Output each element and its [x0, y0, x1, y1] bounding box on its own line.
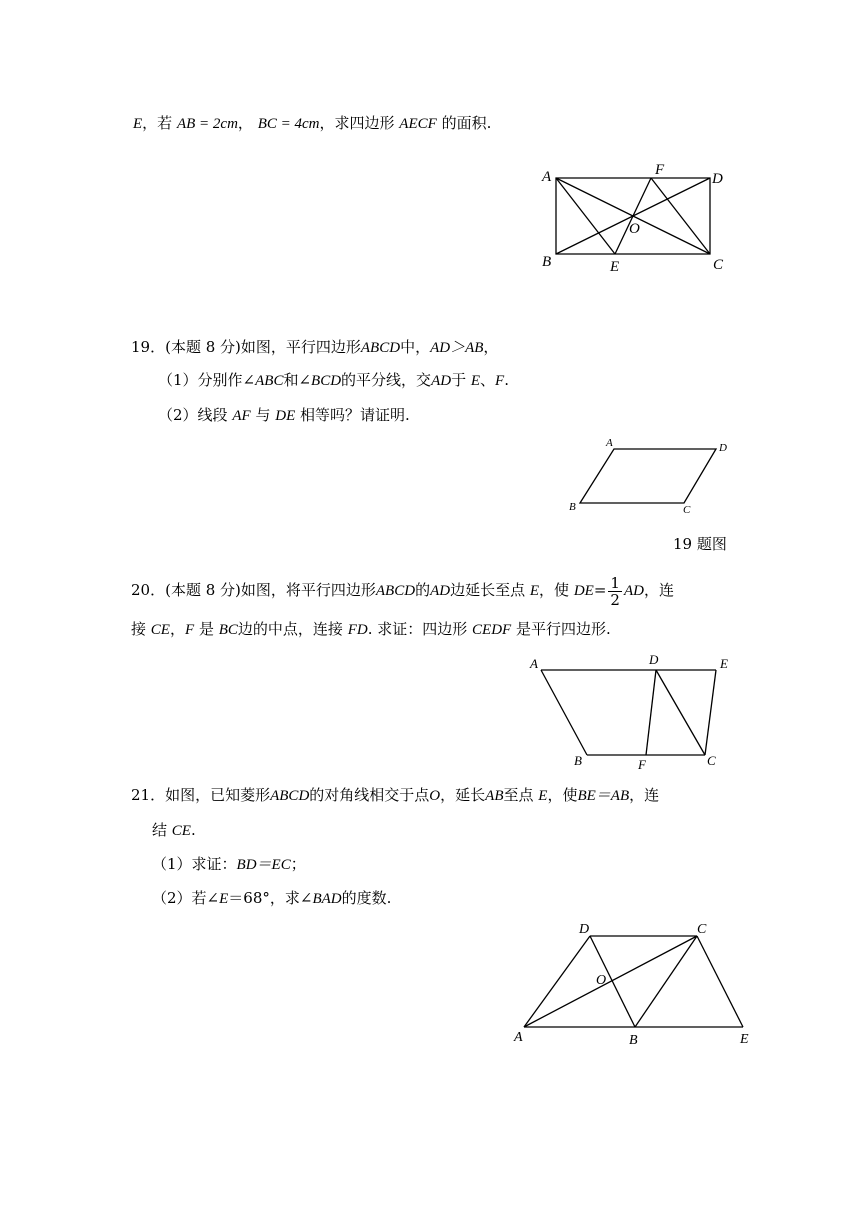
- fig21-label-d: D: [579, 922, 590, 937]
- q19-p2-text-b: 与: [255, 406, 271, 424]
- q20-l2-a: 接: [131, 620, 147, 638]
- q21-abcd: ABCD: [270, 788, 310, 804]
- seg-ad: [524, 936, 590, 1027]
- q20-frac-den: 2: [610, 590, 620, 609]
- fig19-label-d: D: [719, 442, 727, 454]
- q21-p1-eq: BD＝EC: [236, 857, 291, 873]
- q20-num: 20．: [131, 581, 166, 599]
- q21-t3: ，延长: [440, 786, 486, 804]
- q18-text3: 的面积.: [441, 114, 492, 132]
- q20-frac-num: 1: [610, 573, 620, 592]
- q21-t1: 如图，已知菱形: [165, 786, 271, 804]
- fig18-label-d: D: [712, 171, 723, 187]
- figure-19-caption: 19 题图: [673, 535, 727, 553]
- q20-eq: =: [593, 581, 607, 599]
- q19-cond: AD＞AB: [430, 340, 484, 356]
- q19-p1-bcd: BCD: [311, 373, 342, 389]
- q19-head: (本题 8 分)如图，平行四边形: [165, 338, 361, 356]
- q20-l2-d: 边的中点，连接: [237, 620, 343, 638]
- q21-p1-a: （1）求证：: [152, 855, 237, 873]
- fig20-label-a: A: [530, 656, 538, 671]
- fig18-label-c: C: [713, 257, 724, 273]
- q19-p1-text-b: 和∠: [283, 371, 312, 389]
- q21-ab: AB: [485, 788, 504, 804]
- q19-p1-end: .: [504, 371, 509, 389]
- q18-bc-eq: BC = 4cm: [257, 116, 320, 132]
- q20-l2-b: ，: [169, 620, 185, 638]
- q21-p2-a: （2）若∠: [152, 889, 220, 907]
- q19-mid: 中，: [400, 338, 431, 356]
- q21-p2-bad: BAD: [312, 891, 342, 907]
- fig21-label-c: C: [697, 922, 707, 937]
- q20-f: F: [184, 622, 195, 638]
- q20-bc: BC: [218, 622, 238, 638]
- fig21-label-o: O: [596, 973, 607, 988]
- q19-p1-e: E: [470, 373, 481, 389]
- fig19-label-a: A: [606, 437, 613, 449]
- q19-abcd: ABCD: [360, 340, 401, 356]
- fig21-label-e: E: [740, 1032, 749, 1047]
- q20-abcd: ABCD: [375, 583, 416, 599]
- q18-text2: ，求四边形: [319, 114, 395, 132]
- q18-point-e: E: [133, 116, 143, 132]
- q19-p1-ad: AD: [431, 373, 452, 389]
- fig21-label-b: B: [629, 1033, 638, 1048]
- q21-o: O: [429, 788, 441, 804]
- q18-text1: ，若: [142, 114, 173, 132]
- fig18-label-a: A: [542, 169, 552, 185]
- fig18-label-o: O: [629, 221, 640, 237]
- q20-head: (本题 8 分)如图，将平行四边形: [165, 581, 376, 599]
- q19-p2-text-c: 相等吗？请证明.: [300, 406, 410, 424]
- fig20-label-e: E: [720, 656, 728, 671]
- q21-ce: CE: [171, 823, 191, 839]
- fig18-label-f: F: [655, 162, 665, 178]
- q20-t3: ，使: [539, 581, 570, 599]
- q19-p2-text-a: （2）线段: [158, 406, 228, 424]
- diag-ac: [524, 936, 697, 1027]
- q21-p2-c: 的度数.: [341, 889, 392, 907]
- q21-e: E: [538, 788, 548, 804]
- fig21-label-a: A: [514, 1030, 523, 1045]
- q20-ad2: AD: [623, 583, 644, 599]
- q21-be-eq: BE＝AB: [577, 788, 630, 804]
- q19-p2-af: AF: [232, 408, 251, 424]
- q20-t2: 边延长至点: [450, 581, 526, 599]
- q20-t1: 的: [415, 581, 431, 599]
- q20-fd: FD: [347, 622, 368, 638]
- q19-end: ，: [483, 338, 499, 356]
- q21-p2-e: E: [219, 891, 229, 907]
- q20-l2-e: . 求证：四边形: [367, 620, 468, 638]
- fig19-label-b: B: [569, 501, 576, 513]
- q20-l2-c: 是: [198, 620, 214, 638]
- q19-num: 19．: [131, 338, 166, 356]
- q19-p2-de: DE: [275, 408, 296, 424]
- q18-sep: ，: [237, 114, 253, 132]
- fig20-label-f: F: [638, 757, 646, 772]
- q19-p1-abc: ABC: [255, 373, 284, 389]
- seg-cb: [635, 936, 697, 1027]
- q20-e: E: [529, 583, 540, 599]
- fig20-label-b: B: [574, 753, 582, 768]
- q18-aecf: AECF: [399, 116, 437, 132]
- q20-cedf: CEDF: [472, 622, 512, 638]
- q21-p2-b: ＝68°，求∠: [228, 889, 313, 907]
- q21-t4: 至点: [503, 786, 534, 804]
- q20-de: DE: [573, 583, 594, 599]
- q21-t2: 的对角线相交于点: [309, 786, 430, 804]
- q19-p1-text-a: （1）分别作∠: [158, 371, 256, 389]
- q19-p1-f: F: [495, 373, 505, 389]
- fig19-label-c: C: [683, 504, 691, 516]
- fig18-label-b: B: [542, 254, 552, 270]
- q19-p1-text-d: 于: [451, 371, 467, 389]
- q20-l2-f: 是平行四边形.: [515, 620, 611, 638]
- q21-t5: ，使: [547, 786, 578, 804]
- fig20-label-c: C: [707, 753, 716, 768]
- q20-ad: AD: [430, 583, 451, 599]
- q19-p1-text-c: 的平分线，交: [341, 371, 432, 389]
- fig18-label-e: E: [610, 259, 620, 275]
- q21-p1-b: ；: [290, 855, 306, 873]
- seg-ce: [697, 936, 743, 1027]
- q19-p1-sep: 、: [480, 371, 496, 389]
- fig20-label-d: D: [649, 652, 659, 667]
- q21-t6: ，连: [629, 786, 660, 804]
- q18-ab-eq: AB = 2cm: [176, 116, 238, 132]
- q20-ce: CE: [150, 622, 170, 638]
- q21-l2-b: .: [190, 821, 196, 839]
- q21-l2-a: 结: [152, 821, 168, 839]
- q21-num: 21．: [131, 786, 166, 804]
- q20-t4: ，连: [643, 581, 674, 599]
